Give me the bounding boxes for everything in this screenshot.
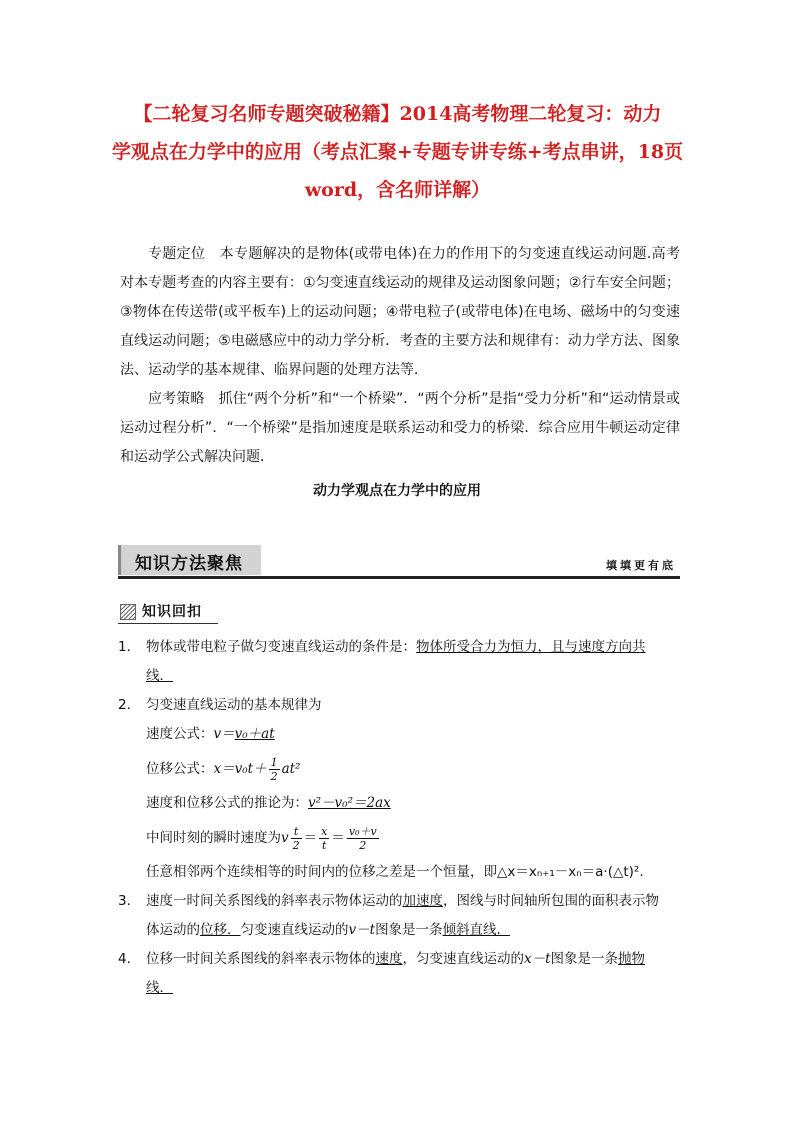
item-text: 匀变速直线运动的 [240, 922, 349, 938]
subsection-header [118, 600, 680, 626]
item-text: 物体或带电粒子做匀变速直线运动的条件是： [146, 639, 416, 655]
hatched-square-icon [120, 604, 136, 620]
section-bar-rule [118, 576, 680, 579]
subsection-label: 知识回扣 [142, 604, 202, 620]
list-item-1-cont [118, 662, 680, 691]
item-text: 位移一时间关系图线的斜率表示物体的 [146, 951, 376, 967]
item-text: ，图线与时间轴所包围的面积表示物 [443, 893, 659, 909]
intro-section [120, 240, 680, 472]
item-number: 2． [118, 697, 141, 713]
displacement-formula [118, 749, 680, 789]
displacement-formula-b: at² [281, 761, 301, 777]
knowledge-list [118, 633, 680, 1003]
mid-time-velocity [118, 818, 680, 858]
inference-formula-label: 速度和位移公式的推论为： [146, 795, 308, 811]
item-text: 图象是一条 [375, 922, 443, 938]
intro-paragraph-strategy: 应考策略 抓住“两个分析”和“一个桥梁”．“两个分析”是指“受力分析”和“运动情景或运动过程分析”．“一个桥梁”是指加速度是联系运动和受力的桥梁．综合应用牛顿运动定律和运动学公式解决问题． [120, 391, 680, 465]
inference-formula-eq: v²－v₀²＝2ax [308, 795, 391, 811]
mid-time-equals-2: ＝ [331, 830, 345, 846]
mid-time-v: v [281, 830, 289, 846]
item-symbol: x－t [524, 951, 551, 967]
item-answer: 加速度 [402, 893, 443, 909]
item-answer: 抛物 [618, 951, 646, 967]
list-item-4-cont [118, 974, 680, 1003]
item-text: 匀变速直线运动的基本规律为 [146, 697, 322, 713]
displacement-formula-a: x＝v₀t＋ [213, 761, 267, 777]
displacement-formula-label: 位移公式： [146, 761, 214, 777]
item-answer: 速度 [375, 951, 403, 967]
section-bar-box [118, 545, 261, 575]
item-answer: 位移． [200, 922, 241, 938]
mid-time-equals: ＝ [303, 830, 318, 846]
fraction-x-over-t: $\frac{x}{t}$ [321, 824, 328, 852]
delta-x-rule [118, 858, 680, 887]
velocity-formula-rhs: v₀＋at [234, 726, 275, 742]
title-line-1: 【二轮复习名师专题突破秘籍】2014高考物理二轮复习：动力 [133, 103, 662, 125]
subsection-rule [118, 623, 218, 624]
list-item-4 [118, 945, 680, 974]
list-item-3 [118, 887, 680, 916]
title-line-3: word，含名师详解） [304, 179, 491, 201]
item-answer: 线． [146, 668, 173, 684]
list-item-3-cont [118, 916, 680, 945]
inference-formula [118, 789, 680, 818]
list-item-2 [118, 691, 680, 720]
item-text: ，匀变速直线运动的 [402, 951, 524, 967]
item-answer: 物体所受合力为恒力，且与速度方向共 [416, 639, 646, 655]
fraction-half: $\frac{1}{2}$ [270, 755, 278, 783]
item-number: 1． [118, 639, 141, 655]
mid-time-label: 中间时刻的瞬时速度为 [146, 830, 281, 846]
list-item-1 [118, 633, 680, 662]
title-line-2: 学观点在力学中的应用（考点汇聚+专题专讲专练+考点串讲，18页 [111, 141, 684, 163]
item-number: 3． [118, 893, 141, 909]
item-text: 体运动的 [146, 922, 200, 938]
intro-paragraph-positioning: 专题定位 本专题解决的是物体(或带电体)在力的作用下的匀变速直线运动问题.高考对本专题考查的内容主要有：①匀变速直线运动的规律及运动图象问题；②行车安全问题；③物体在传送带(或平板车)上的运动问题；④带电粒子(或带电体)在电场、磁场中的匀变速直线运动问题；⑤电磁感应中的动力学分析．考查的主要方法和规律有：动力学方法、图象法、运动学的基本规律、临界问题的处理方法等． [120, 246, 680, 378]
velocity-formula-label: 速度公式： [146, 726, 214, 742]
section-bar-tagline: 填填更有底 [606, 559, 676, 572]
section-heading: 动力学观点在力学中的应用 [313, 483, 481, 499]
section-bar [118, 545, 680, 579]
document-title [110, 95, 685, 209]
item-text: 速度一时间关系图线的斜率表示物体运动的 [146, 893, 403, 909]
fraction-average-velocity: $\frac{\text{v₀＋v}}{2}$ [348, 824, 377, 852]
item-answer: 线． [146, 980, 173, 996]
item-text: 图象是一条 [550, 951, 619, 967]
item-answer: 倾斜直线． [442, 922, 511, 938]
delta-x-text: 任意相邻两个连续相等的时间内的位移之差是一个恒量，即△x＝xₙ₊₁－xₙ＝a·(△t)². [146, 864, 644, 880]
item-symbol: v－t [348, 922, 376, 938]
section-bar-label: 知识方法聚焦 [135, 554, 243, 574]
mid-time-subscript: $\frac{t}{2}$ [292, 824, 300, 852]
item-number: 4． [118, 951, 141, 967]
velocity-formula-lhs: v＝ [213, 726, 235, 742]
velocity-formula [118, 720, 680, 749]
